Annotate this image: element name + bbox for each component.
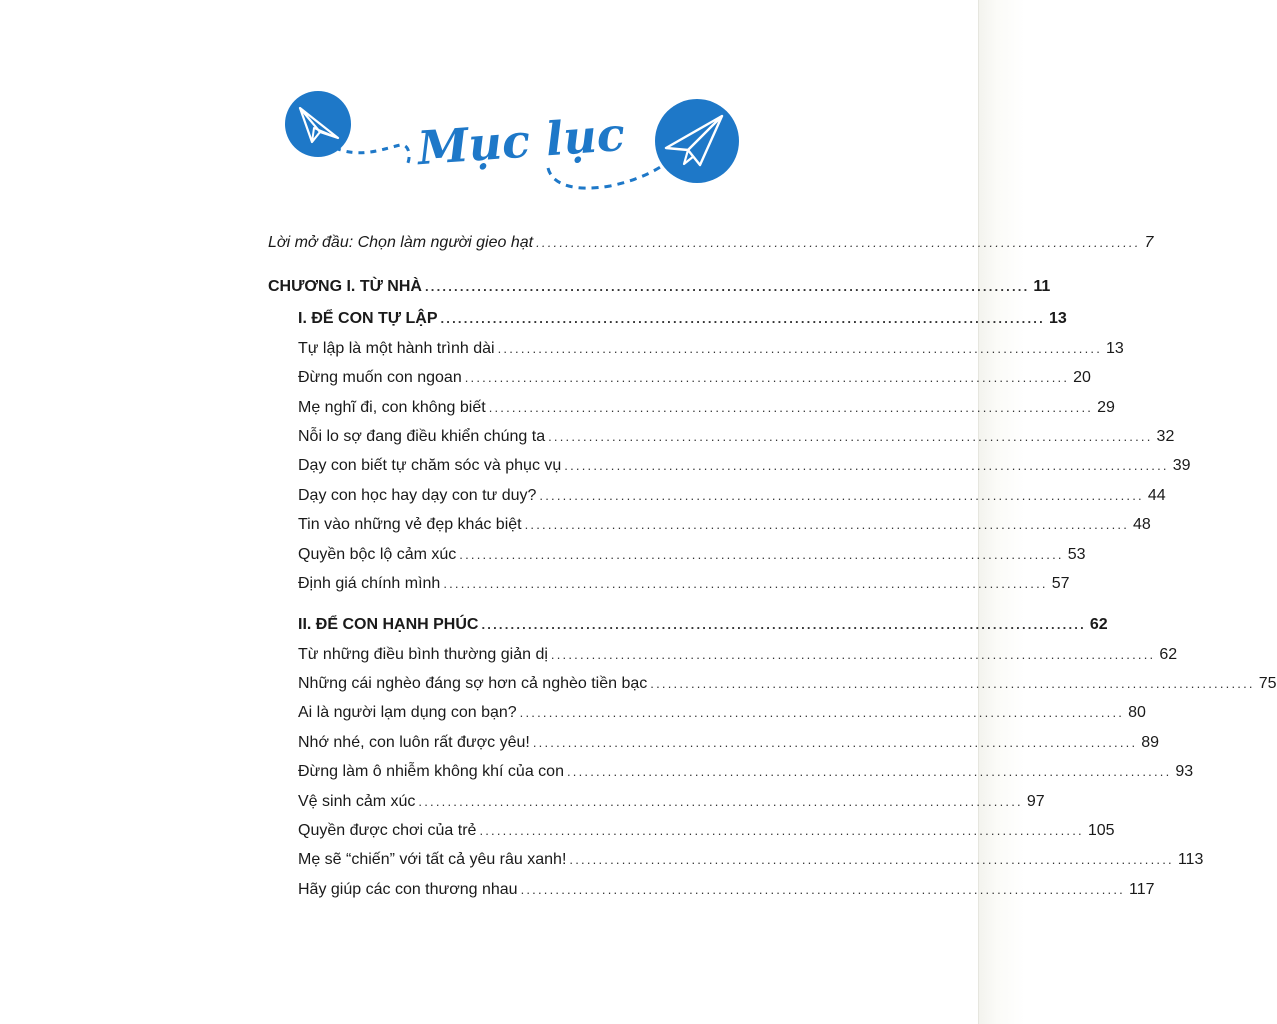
- toc-entry-page: 89: [1141, 733, 1160, 751]
- toc-entry-page: 75: [1258, 675, 1277, 693]
- toc-entry-page: 62: [1159, 645, 1178, 663]
- section-gap: [268, 598, 790, 610]
- toc-entry-page: 13: [1048, 310, 1067, 328]
- toc-entry-title: Quyền bộc lộ cảm xúc: [298, 545, 457, 563]
- dot-leader: ........................................................................................................: [424, 279, 1030, 294]
- toc-entry-page: 48: [1133, 516, 1151, 534]
- toc-entry-page: 44: [1147, 486, 1166, 504]
- toc-item-row[interactable]: [298, 816, 1115, 845]
- dot-leader: ........................................................................................................: [519, 705, 1125, 721]
- toc-entry-title: Đừng muốn con ngoan: [298, 369, 462, 387]
- dot-leader: ........................................................................................................: [418, 793, 1023, 809]
- toc-item-row[interactable]: [298, 640, 1178, 669]
- page-title: Mục lục: [415, 106, 627, 176]
- dot-leader: ........................................................................................................: [464, 370, 1070, 386]
- toc-entry-title: II. ĐỂ CON HẠNH PHÚC: [298, 616, 479, 634]
- toc-entry-title: Đừng làm ô nhiễm không khí của con: [298, 763, 564, 781]
- toc-item-row[interactable]: [298, 334, 1124, 363]
- toc-entry-title: Mẹ nghĩ đi, con không biết: [298, 398, 486, 416]
- toc-entry-title: Ai là người lạm dụng con bạn?: [298, 704, 517, 722]
- dot-leader: ........................................................................................................: [440, 311, 1045, 327]
- dot-leader: ........................................................................................................: [532, 734, 1138, 750]
- toc-entry-page: 39: [1172, 457, 1191, 475]
- dot-leader: ........................................................................................................: [564, 458, 1169, 474]
- paper-plane-icon: [655, 99, 739, 183]
- toc-entry-page: 13: [1106, 339, 1124, 357]
- toc-entry-title: Lời mở đầu: Chọn làm người gieo hạt: [268, 234, 534, 251]
- toc-entry-title: Những cái nghèo đáng sợ hơn cả nghèo tiền bạc: [298, 675, 648, 693]
- toc-entry-title: Nhớ nhé, con luôn rất được yêu!: [298, 733, 530, 751]
- dot-leader: ........................................................................................................: [524, 517, 1130, 533]
- dot-leader: ........................................................................................................: [539, 487, 1144, 503]
- table-of-contents: [268, 228, 1277, 904]
- toc-chapter-row[interactable]: [268, 272, 1051, 301]
- toc-item-row[interactable]: [298, 540, 1086, 569]
- dashed-trail-right: [548, 166, 662, 188]
- toc-entry-title: Định giá chính mình: [298, 574, 441, 592]
- toc-item-row[interactable]: [298, 787, 1045, 816]
- toc-entry-title: Dạy con biết tự chăm sóc và phục vụ: [298, 457, 562, 475]
- toc-entry-page: 105: [1087, 822, 1115, 840]
- toc-item-row[interactable]: [298, 698, 1146, 727]
- toc-entry-page: 80: [1128, 704, 1146, 722]
- toc-entry-page: 97: [1026, 792, 1045, 810]
- toc-entry-page: 57: [1051, 574, 1070, 592]
- toc-section-row[interactable]: [298, 610, 1108, 639]
- dot-leader: ........................................................................................................: [520, 881, 1125, 897]
- toc-entry-page: 117: [1129, 880, 1155, 898]
- toc-header: [0, 0, 1024, 220]
- toc-item-row[interactable]: [298, 569, 1070, 598]
- toc-item-row[interactable]: [298, 363, 1091, 392]
- toc-entry-title: Nỗi lo sợ đang điều khiển chúng ta: [298, 427, 546, 445]
- toc-entry-page: 93: [1175, 763, 1194, 781]
- toc-entry-page: 29: [1097, 398, 1115, 416]
- dot-leader: ........................................................................................................: [497, 340, 1103, 356]
- toc-item-row[interactable]: [298, 481, 1166, 510]
- dot-leader: ........................................................................................................: [569, 852, 1174, 868]
- toc-entry-page: 113: [1177, 851, 1204, 869]
- toc-entry-page: 20: [1073, 369, 1091, 387]
- toc-entry-page: 11: [1033, 278, 1051, 295]
- toc-entry-title: Quyền được chơi của trẻ: [298, 822, 477, 840]
- toc-item-row[interactable]: [298, 510, 1151, 539]
- toc-item-row[interactable]: [298, 875, 1155, 904]
- dot-leader: ........................................................................................................: [479, 823, 1084, 839]
- toc-entry-title: Mẹ sẽ “chiến” với tất cả yêu râu xanh!: [298, 851, 567, 869]
- toc-item-row[interactable]: [298, 393, 1115, 422]
- header-graphic: [0, 0, 1024, 220]
- toc-item-row[interactable]: [298, 757, 1194, 786]
- dot-leader: ........................................................................................................: [548, 428, 1153, 444]
- toc-entry-title: Hãy giúp các con thương nhau: [298, 880, 518, 898]
- toc-entry-page: 7: [1144, 234, 1154, 251]
- dot-leader: ........................................................................................................: [550, 646, 1156, 662]
- dot-leader: ........................................................................................................: [488, 399, 1094, 415]
- toc-item-row[interactable]: [298, 845, 1204, 874]
- paper-plane-icon: [285, 91, 351, 157]
- toc-entry-page: 32: [1156, 427, 1175, 445]
- dot-leader: ........................................................................................................: [459, 546, 1064, 562]
- toc-section-row[interactable]: [298, 304, 1067, 333]
- toc-entry-title: CHƯƠNG I. TỪ NHÀ: [268, 278, 422, 295]
- toc-entry-title: Tin vào những vẻ đẹp khác biệt: [298, 516, 522, 534]
- dot-leader: ........................................................................................................: [536, 235, 1141, 250]
- toc-entry-title: Từ những điều bình thường giản dị: [298, 645, 548, 663]
- toc-item-row[interactable]: [298, 728, 1160, 757]
- dot-leader: ........................................................................................................: [650, 676, 1255, 692]
- toc-entry-title: Tự lập là một hành trình dài: [298, 339, 495, 357]
- toc-entry-title: I. ĐỂ CON TỰ LẬP: [298, 310, 438, 328]
- toc-item-row[interactable]: [298, 451, 1191, 480]
- toc-entry-page: 62: [1089, 616, 1108, 634]
- dashed-trail-left: [335, 145, 409, 168]
- toc-entry-title: Vệ sinh cảm xúc: [298, 792, 416, 810]
- dot-leader: ........................................................................................................: [481, 617, 1086, 633]
- toc-entry-page: 53: [1067, 545, 1086, 563]
- dot-leader: ........................................................................................................: [566, 764, 1172, 780]
- toc-entry-title: Dạy con học hay dạy con tư duy?: [298, 486, 537, 504]
- toc-item-row[interactable]: [298, 422, 1175, 451]
- dot-leader: ........................................................................................................: [443, 575, 1048, 591]
- toc-intro-row[interactable]: [268, 228, 1154, 258]
- toc-item-row[interactable]: [298, 669, 1277, 698]
